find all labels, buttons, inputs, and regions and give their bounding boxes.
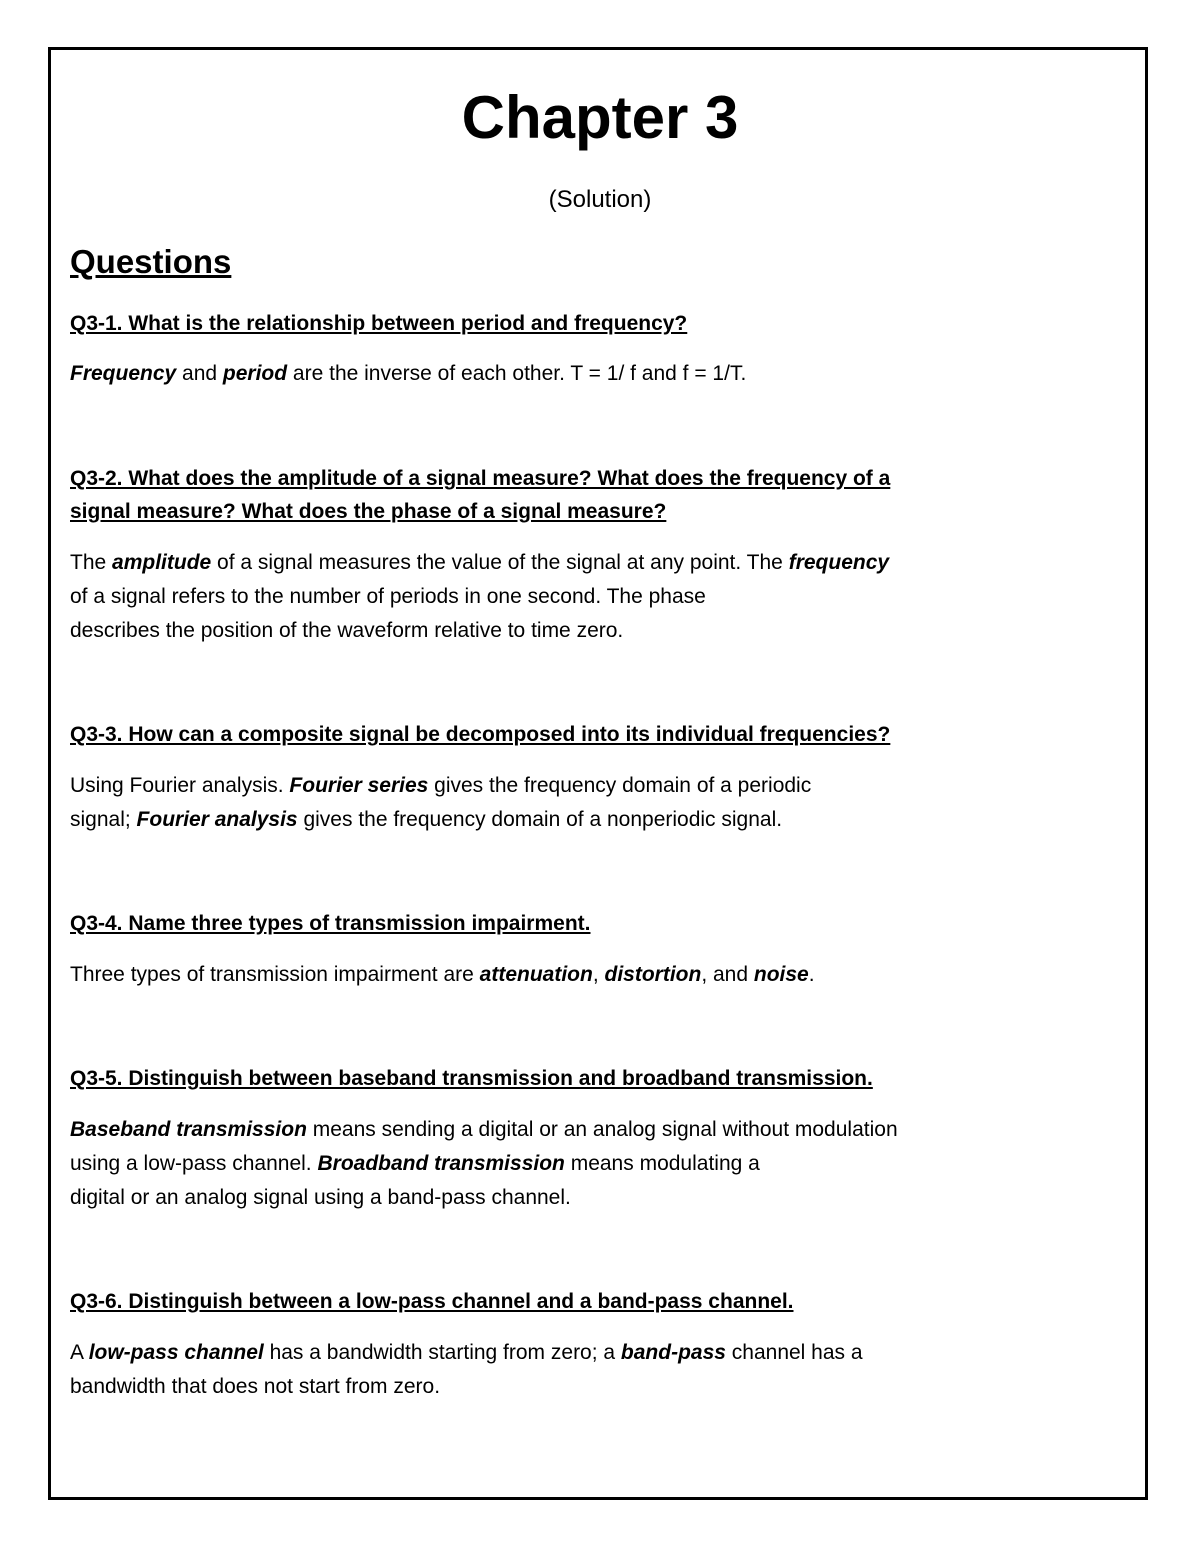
answer-1 (70, 357, 1060, 391)
answer-3-line-1 (70, 769, 1060, 803)
answer-5-line-3: digital or an analog signal using a band-pass channel. (70, 1186, 571, 1209)
question-5: Q3-5. Distinguish between baseband transmission and broadband transmission. (70, 1067, 873, 1090)
page-title: Chapter 3 (461, 84, 739, 151)
answer-4-text: Three types of transmission impairment are (70, 963, 480, 986)
answer-4-text: . (808, 963, 815, 986)
answer-3-term: Fourier analysis (136, 808, 298, 831)
answer-4-term: attenuation (479, 963, 593, 986)
question-4: Q3-4. Name three types of transmission impairment. (70, 912, 591, 935)
answer-4-text: , and (701, 963, 754, 986)
answer-5-text: means sending a digital or an analog signal without modulation (306, 1118, 898, 1141)
answer-6-text: has a bandwidth starting from zero; a (263, 1341, 621, 1364)
answer-4-term: distortion (604, 963, 702, 986)
answer-6-text: A (70, 1341, 89, 1364)
answer-6-term: band-pass (620, 1341, 726, 1364)
answer-2-term: amplitude (112, 551, 212, 574)
answer-2-term: frequency (788, 551, 890, 574)
answer-5-term: Broadband transmission (317, 1152, 565, 1175)
answer-5-line-2 (70, 1147, 1060, 1181)
answer-5-text: means modulating a (564, 1152, 760, 1175)
answer-3-text: signal; (70, 808, 137, 831)
answer-2-text: The (70, 551, 113, 574)
answer-2-line-1 (70, 546, 1060, 580)
answer-5-term: Baseband transmission (70, 1118, 307, 1141)
answer-6-text: channel has a (725, 1341, 863, 1364)
answer-6-line-1 (70, 1336, 1060, 1370)
answer-4 (70, 958, 1060, 992)
question-2-line-2: signal measure? What does the phase of a signal measure? (70, 500, 667, 523)
answer-1-text: and (176, 362, 223, 385)
section-heading: Questions (70, 243, 232, 280)
question-6: Q3-6. Distinguish between a low-pass channel and a band-pass channel. (70, 1290, 794, 1313)
answer-3-line-2 (70, 803, 1060, 837)
answer-4-text: , (592, 963, 605, 986)
answer-6-term: low-pass channel (88, 1341, 264, 1364)
answer-3-text: gives the frequency domain of a nonperiodic signal. (297, 808, 783, 831)
question-1: Q3-1. What is the relationship between period and frequency? (70, 312, 688, 335)
answer-5-line-1 (70, 1113, 1060, 1147)
answer-3-text: gives the frequency domain of a periodic (428, 774, 812, 797)
answer-1-term: period (222, 362, 288, 385)
answer-1-text: are the inverse of each other. T = 1/ f and f = 1/T. (287, 362, 747, 385)
answer-2-line-2: of a signal refers to the number of periods in one second. The phase (70, 585, 706, 608)
answer-6-line-2: bandwidth that does not start from zero. (70, 1375, 441, 1398)
page-subtitle: (Solution) (548, 186, 652, 213)
answer-3-term: Fourier series (289, 774, 429, 797)
answer-1-term: Frequency (70, 362, 177, 385)
question-2-line-1: Q3-2. What does the amplitude of a signal measure? What does the frequency of a (70, 467, 891, 490)
answer-5-text: using a low-pass channel. (70, 1152, 318, 1175)
answer-2-line-3: describes the position of the waveform relative to time zero. (70, 619, 624, 642)
answer-4-term: noise (753, 963, 809, 986)
answer-2-text: of a signal measures the value of the signal at any point. The (211, 551, 789, 574)
answer-3-text: Using Fourier analysis. (70, 774, 290, 797)
question-3: Q3-3. How can a composite signal be decomposed into its individual frequencies? (70, 723, 891, 746)
